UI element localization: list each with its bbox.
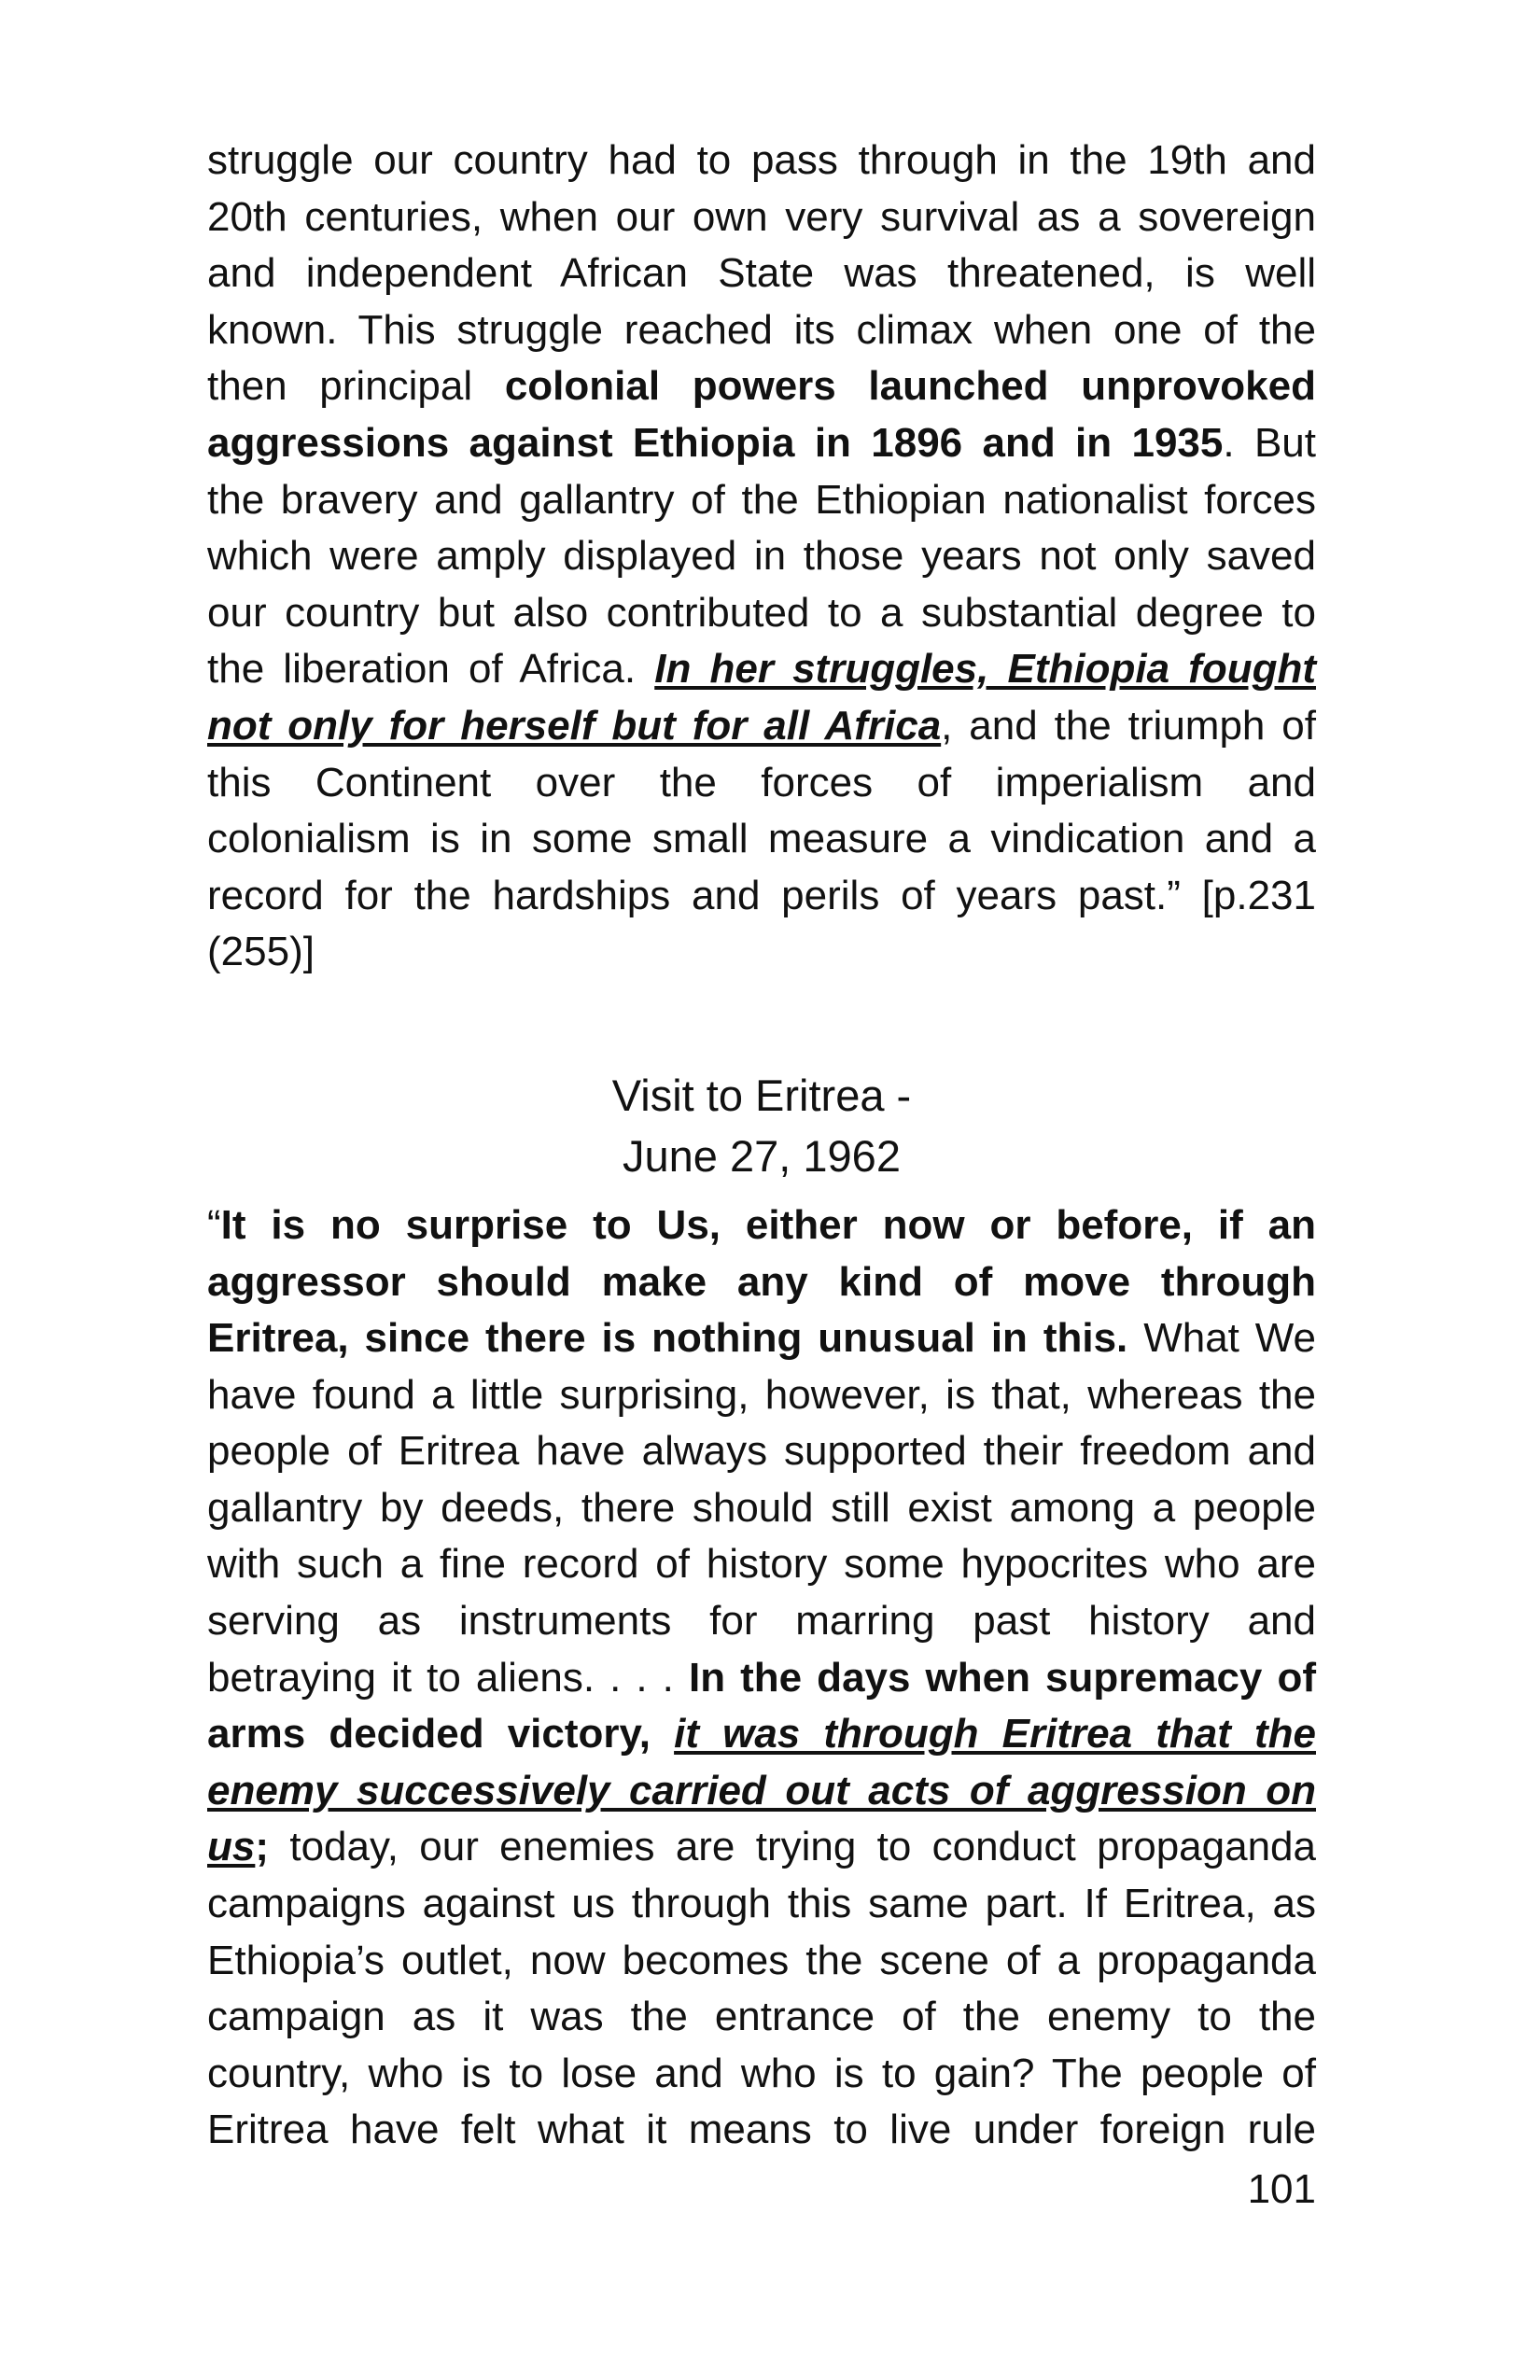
text-line <box>207 1593 1316 1650</box>
emphasized-text: it was through Eritrea that the <box>674 1711 1316 1757</box>
text-run: Ethiopia’s outlet, now becomes the scene of a propaganda <box>207 1937 1316 1983</box>
text-run: country, who is to lose and who is to gain? The people of <box>207 2050 1316 2096</box>
text-line <box>207 1933 1316 1990</box>
text-run: gallantry by deeds, there should still exist among a people <box>207 1484 1316 1531</box>
text-run: with such a fine record of history some hypocrites who are <box>207 1541 1316 1588</box>
text-line <box>207 2102 1316 2159</box>
text-line <box>207 641 1316 698</box>
text-line <box>207 1706 1316 1763</box>
text-line <box>207 1876 1316 1933</box>
text-line <box>207 1819 1316 1876</box>
page-content <box>207 133 1316 2159</box>
text-line <box>207 868 1316 925</box>
heading-date: June 27, 1962 <box>623 1130 901 1181</box>
text-run: the bravery and gallantry of the Ethiopian nationalist forces <box>207 476 1316 523</box>
page-number: 101 <box>1247 2166 1316 2212</box>
text-line <box>207 133 1316 189</box>
text-run: have found a little surprising, however, is that, whereas the <box>207 1371 1316 1418</box>
text-run: , and the triumph of <box>941 702 1316 749</box>
quote-paragraph-eritrea <box>207 1197 1316 2159</box>
bold-text: It is no surprise to Us, either now or before, if an <box>220 1201 1316 1248</box>
text-run: people of Eritrea have always supported their freedom and <box>207 1428 1316 1475</box>
text-run: struggle our country had to pass through in the 19th and <box>207 137 1316 183</box>
text-line <box>207 1650 1316 1707</box>
bold-text: arms decided victory, <box>207 1711 675 1757</box>
text-line <box>207 189 1316 246</box>
bold-text: ; <box>255 1824 270 1870</box>
text-line <box>207 2046 1316 2103</box>
text-run: 20th centuries, when our own very survival as a sovereign <box>207 193 1316 240</box>
emphasized-text: enemy successively carried out acts of aggression on <box>207 1767 1316 1813</box>
emphasized-text: In her struggles, Ethiopia fought <box>654 646 1316 693</box>
bold-text: In the days when supremacy of <box>688 1654 1316 1701</box>
text-run: betraying it to aliens. . . . <box>207 1654 689 1701</box>
text-run: and independent African State was threatened, is well <box>207 250 1316 297</box>
bold-text: aggressions against Ethiopia in 1896 and in 1935 <box>207 419 1224 466</box>
text-line <box>207 1310 1316 1367</box>
text-line <box>207 1423 1316 1480</box>
text-line <box>207 1367 1316 1424</box>
text-run: (255)] <box>207 929 315 975</box>
text-line <box>207 924 1316 981</box>
text-line <box>207 245 1316 302</box>
text-line <box>207 585 1316 642</box>
text-run: which were amply displayed in those years not only saved <box>207 533 1316 580</box>
text-run: serving as instruments for marring past history and <box>207 1598 1316 1645</box>
text-run: campaign as it was the entrance of the enemy to the <box>207 1994 1316 2040</box>
emphasized-text: not only for herself but for all Africa <box>207 702 942 749</box>
text-line <box>207 1989 1316 2046</box>
bold-text: colonial powers launched unprovoked <box>504 363 1317 410</box>
bold-text: Eritrea, since there is nothing unusual in this. <box>207 1315 1128 1362</box>
text-run: Eritrea have felt what it means to live under foreign rule <box>207 2107 1316 2153</box>
text-line <box>207 528 1316 585</box>
text-run: What We <box>1127 1315 1316 1362</box>
text-run: record for the hardships and perils of years past.” [p.231 <box>207 872 1316 918</box>
text-line <box>207 698 1316 755</box>
text-run: campaigns against us through this same part. If Eritrea, as <box>207 1881 1316 1927</box>
spacer <box>207 981 1316 1065</box>
text-run: “ <box>207 1201 221 1248</box>
text-run: colonialism is in some small measure a vindication and a <box>207 816 1316 862</box>
section-heading <box>207 1065 1316 1186</box>
text-line <box>207 358 1316 415</box>
text-run: known. This struggle reached its climax when one of the <box>207 306 1316 353</box>
text-line <box>207 1197 1316 1254</box>
text-line <box>207 1254 1316 1311</box>
text-line <box>207 302 1316 359</box>
text-run: our country but also contributed to a substantial degree to <box>207 589 1316 636</box>
text-run: this Continent over the forces of imperialism and <box>207 759 1316 805</box>
text-line <box>207 472 1316 529</box>
heading-title: Visit to Eritrea - <box>611 1070 912 1120</box>
text-line <box>207 755 1316 812</box>
text-run: . But <box>1223 419 1316 466</box>
text-line <box>207 415 1316 472</box>
text-line <box>207 1763 1316 1820</box>
emphasized-text: us <box>207 1824 256 1870</box>
text-line <box>207 811 1316 868</box>
spacer <box>207 1186 1316 1197</box>
text-run: the liberation of Africa. <box>207 646 655 693</box>
text-run: then principal <box>207 363 505 410</box>
quote-paragraph-continuation <box>207 133 1316 981</box>
text-run: today, our enemies are trying to conduct propaganda <box>269 1824 1316 1870</box>
bold-text: aggressor should make any kind of move through <box>207 1258 1316 1305</box>
text-line <box>207 1480 1316 1537</box>
text-line <box>207 1536 1316 1593</box>
